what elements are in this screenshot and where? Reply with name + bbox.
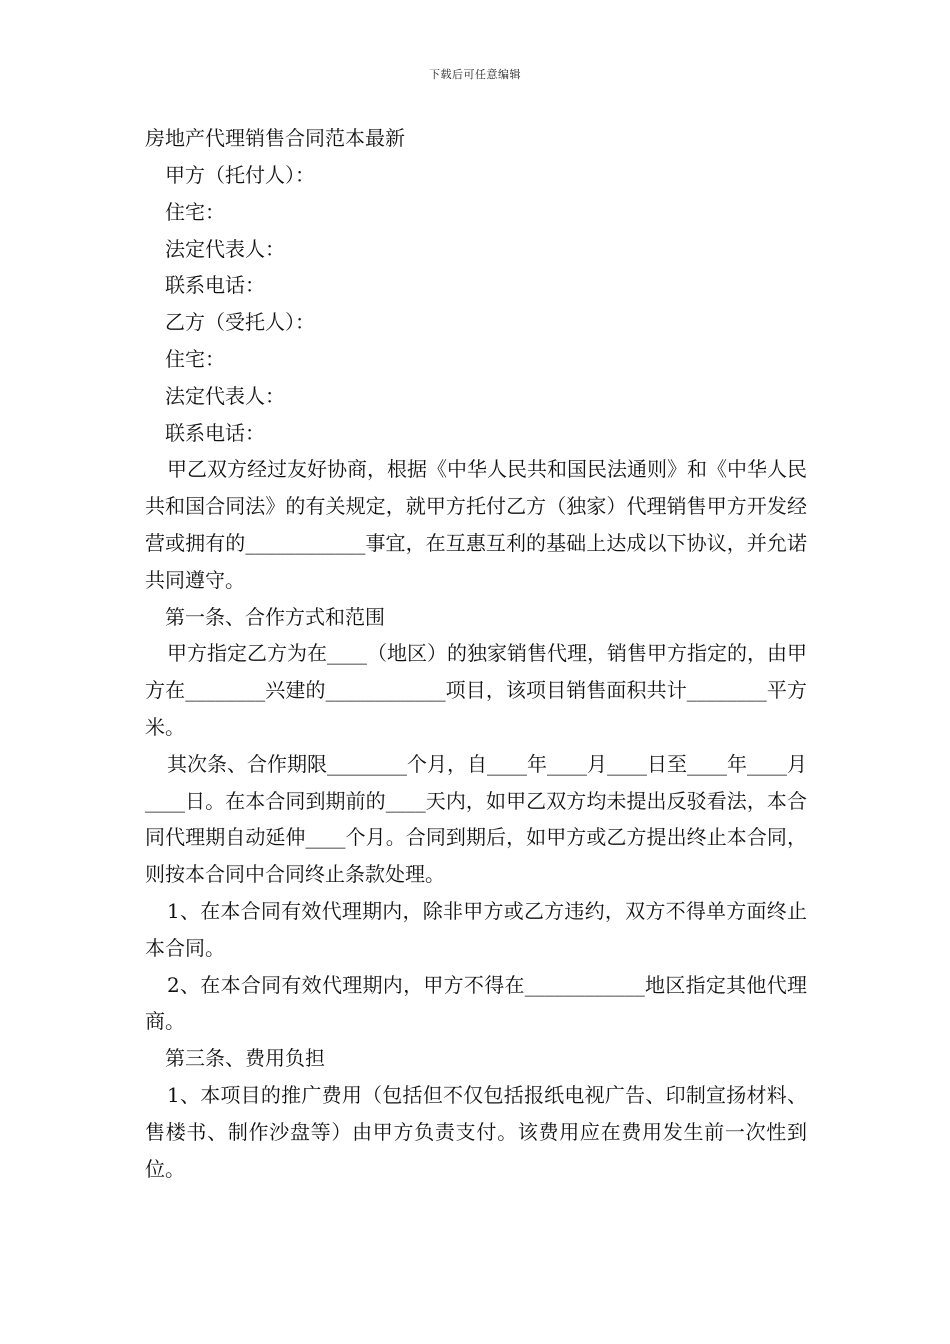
- party-a-phone-label: 联系电话：: [165, 273, 265, 298]
- article3-heading: 第三条、费用负担: [165, 1046, 325, 1071]
- article2-item2: 2、在本合同有效代理期内，甲方不得在____________地区指定其他代理商。: [145, 972, 807, 1034]
- party-b-phone-label: 联系电话：: [165, 420, 265, 445]
- article1-paragraph: 甲方指定乙方为在____（地区）的独家销售代理，销售甲方指定的，由甲方在________兴建的____________项目，该项目销售面积共计________平方米。: [145, 641, 807, 739]
- party-b-address-label: 住宅：: [165, 346, 225, 371]
- party-a-representative-label: 法定代表人：: [165, 236, 285, 261]
- party-a-label: 甲方（托付人）：: [165, 163, 315, 187]
- party-b-representative-label: 法定代表人：: [165, 383, 285, 408]
- article2-item1: 1、在本合同有效代理期内，除非甲方或乙方违约，双方不得单方面终止本合同。: [145, 898, 807, 960]
- preamble-paragraph: 甲乙双方经过友好协商，根据《中华人民共和国民法通则》和《中华人民共和国合同法》的有关规定，就甲方托付乙方（独家）代理销售甲方开发经营或拥有的____________事宜，在互惠互利的基础上达成以下协议，并允诺共同遵守。: [145, 457, 807, 592]
- party-b-label: 乙方（受托人）：: [165, 310, 315, 335]
- party-a-address-label: 住宅：: [165, 199, 225, 224]
- article3-item1: 1、本项目的推广费用（包括但不仅包括报纸电视广告、印制宣扬材料、售楼书、制作沙盘等）由甲方负责支付。该费用应在费用发生前一次性到位。: [145, 1082, 807, 1181]
- article2-paragraph: 其次条、合作期限________个月，自____年____月____日至____年____月____日。在本合同到期前的____天内，如甲乙双方均未提出反驳看法，本合同代理期自动延伸____个月。合同到期后，如甲方或乙方提出终止本合同，则按本合同中合同终止条款处理。: [145, 751, 807, 887]
- page-header-note: 下载后可任意编辑: [429, 68, 521, 81]
- contract-document: [145, 120, 807, 1187]
- article1-heading: 第一条、合作方式和范围: [165, 604, 385, 629]
- document-title: 房地产代理销售合同范本最新: [145, 126, 405, 150]
